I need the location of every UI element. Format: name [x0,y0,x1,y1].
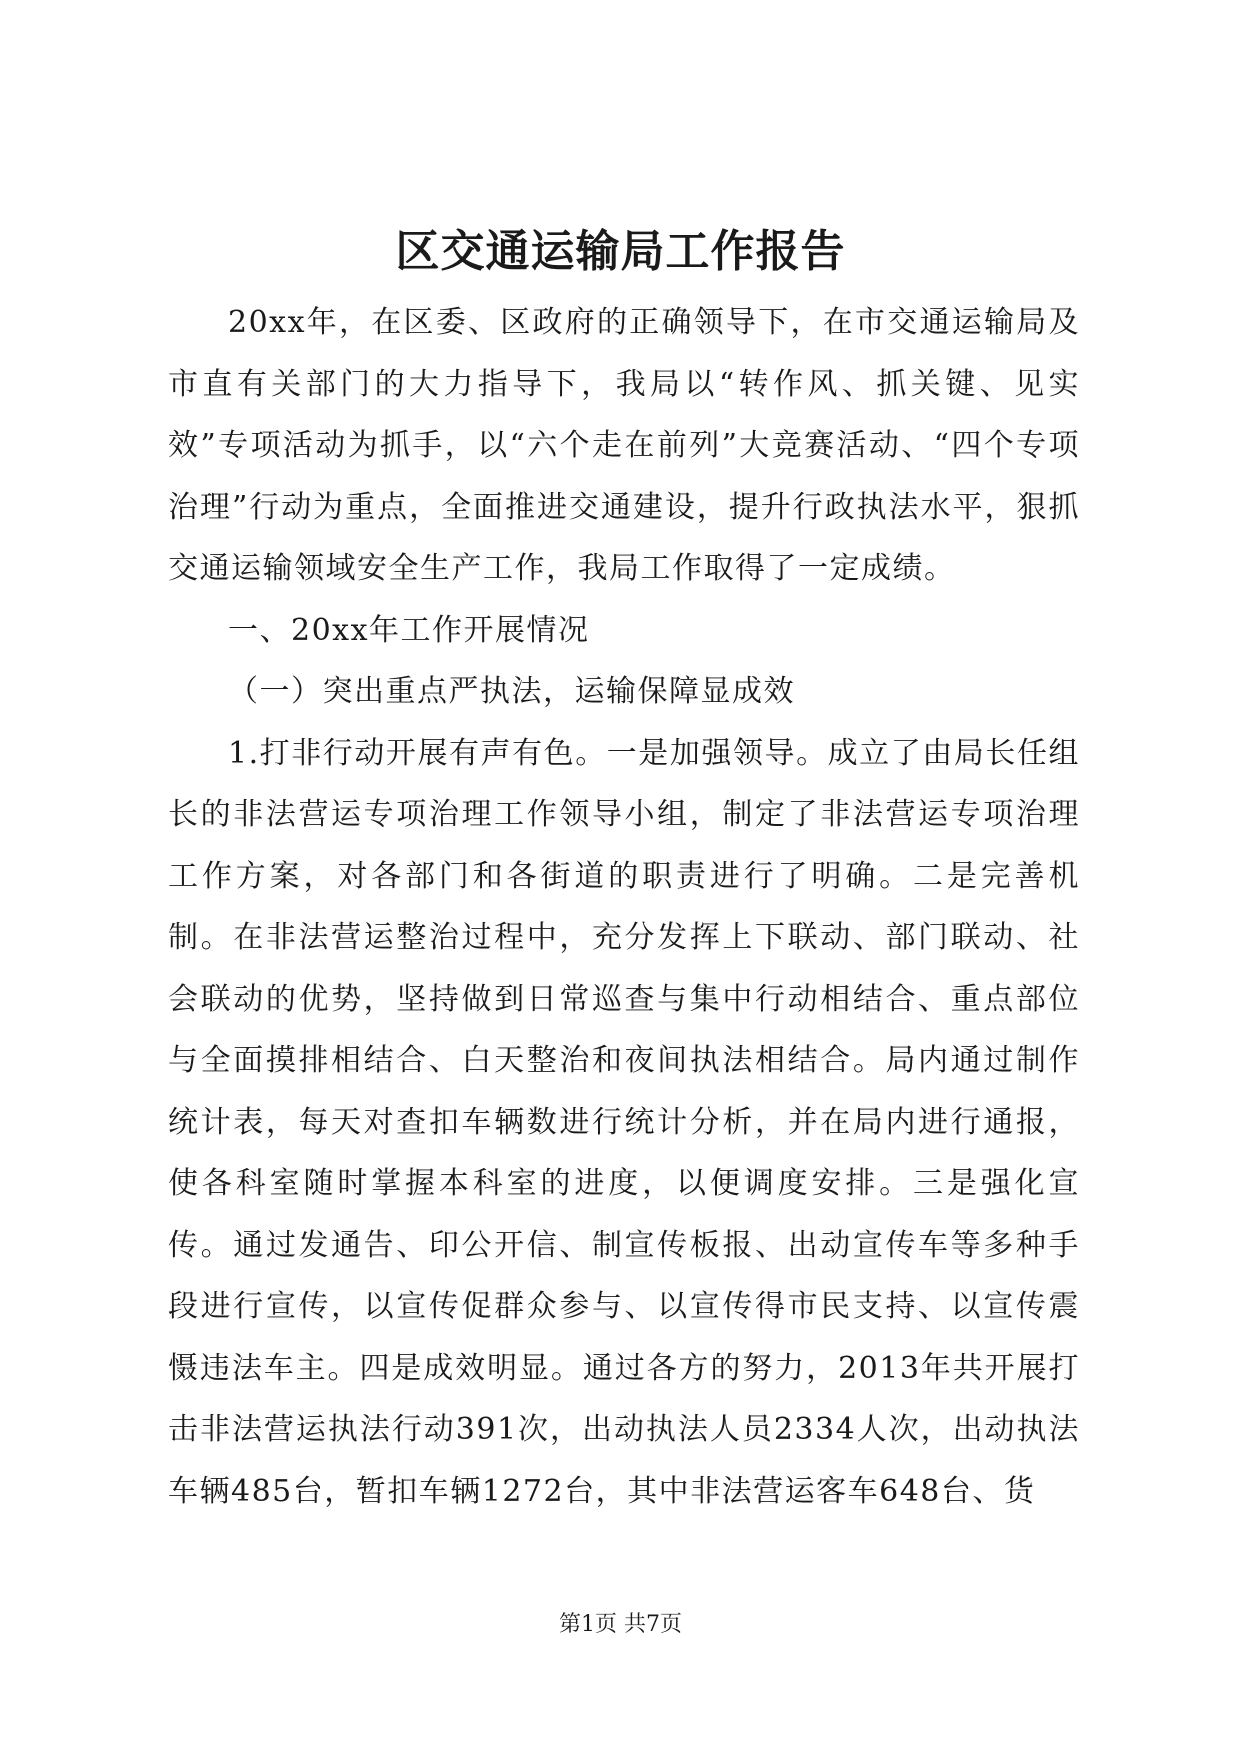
document-body [168,292,1080,1522]
page-number-footer: 第1页 共7页 [559,1612,682,1637]
section-heading: 一、20xx年工作开展情况 [228,612,590,648]
paragraph-crackdown: 1.打非行动开展有声有色。一是加强领导。成立了由局长任组长的非法营运专项治理工作领导小组，制定了非法营运专项治理工作方案，对各部门和各街道的职责进行了明确。二是完善机制。在非法营运整治过程中，充分发挥上下联动、部门联动、社会联动的优势，坚持做到日常巡查与集中行动相结合、重点部位与全面摸排相结合、白天整治和夜间执法相结合。局内通过制作统计表，每天对查扣车辆数进行统计分析，并在局内进行通报，使各科室随时掌握本科室的进度，以便调度安排。三是强化宣传。通过发通告、印公开信、制宣传板报、出动宣传车等多种手段进行宣传，以宣传促群众参与、以宣传得市民支持、以宣传震慑违法车主。四是成效明显。通过各方的努力，2013年共开展打击非法营运执法行动391次，出动执法人员2334人次，出动执法车辆485台，暂扣车辆1272台，其中非法营运客车648台、货 [168,735,1080,1509]
subsection-heading: （一）突出重点严执法，运输保障显成效 [228,674,795,709]
paragraph-intro: 20xx年，在区委、区政府的正确领导下，在市交通运输局及市直有关部门的大力指导下，我局以“转作风、抓关键、见实效”专项活动为抓手，以“六个走在前列”大竞赛活动、“四个专项治理”行动为重点，全面推进交通建设，提升行政执法水平，狠抓交通运输领域安全生产工作，我局工作取得了一定成绩。 [168,305,1080,586]
document-title: 区交通运输局工作报告 [395,226,846,277]
